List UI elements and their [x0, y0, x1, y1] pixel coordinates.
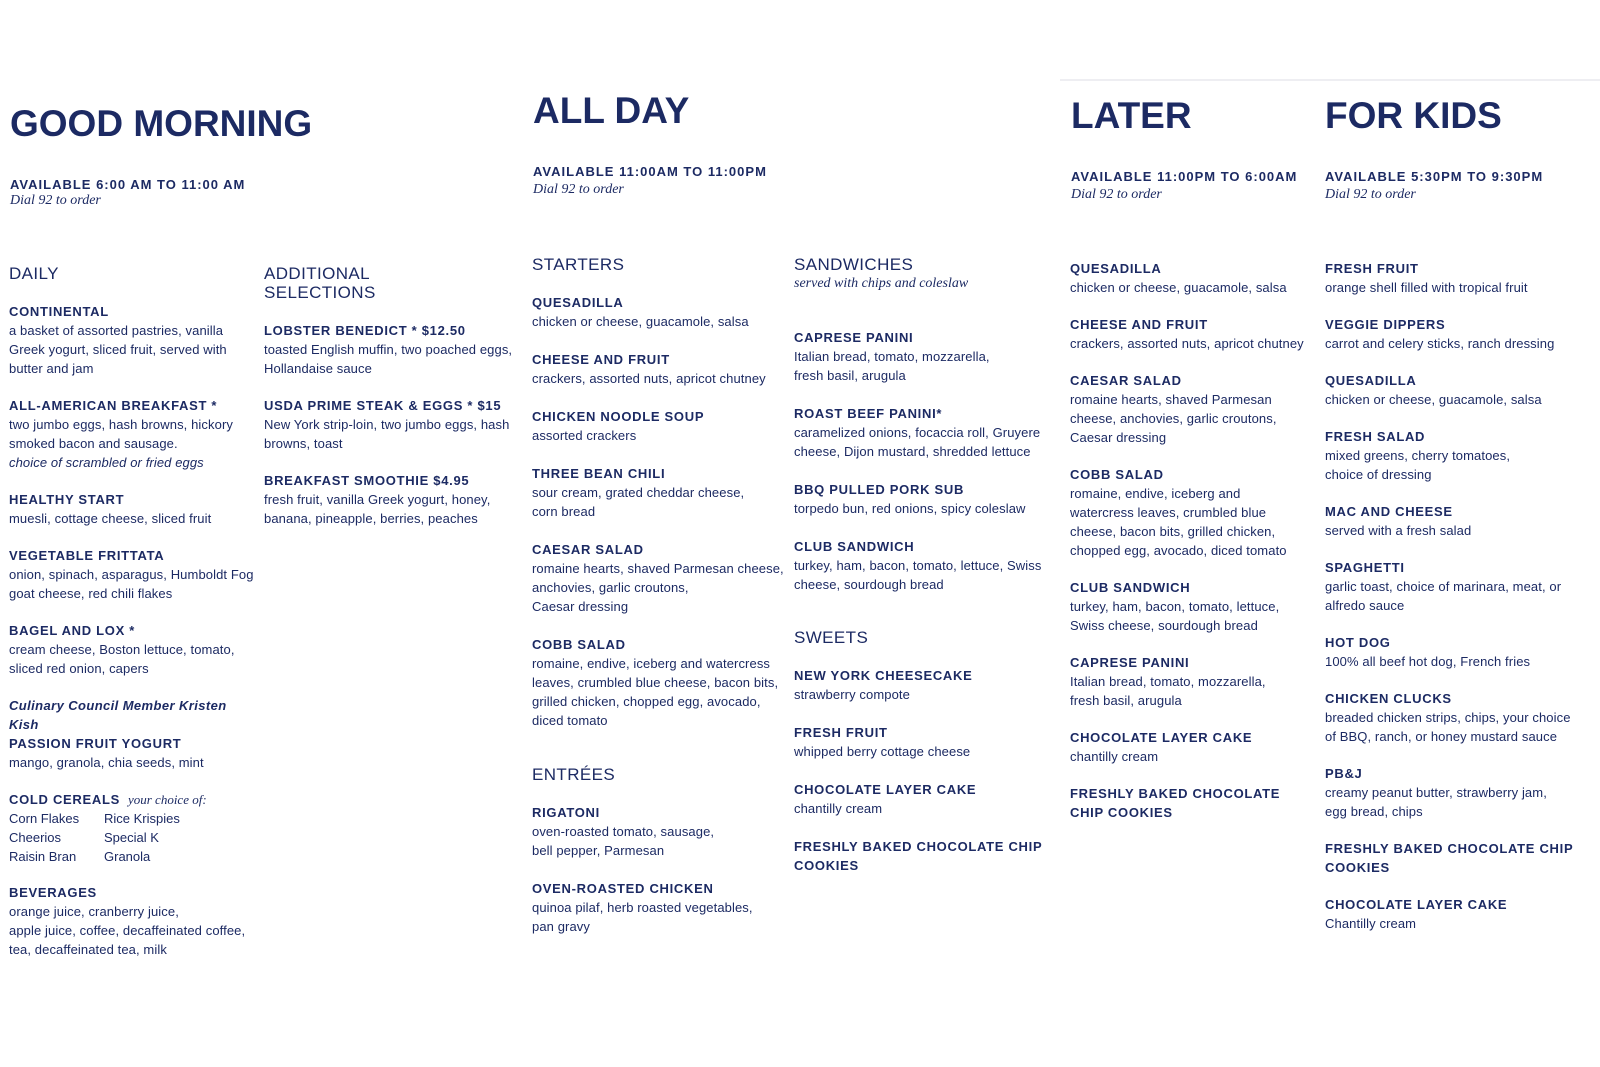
additional-heading: SELECTIONS [264, 283, 376, 302]
starters-heading: STARTERS [532, 255, 625, 274]
item-name: CAPRESE PANINI [1070, 655, 1190, 670]
item-name: FRESHLY BAKED CHOCOLATE CHIP [794, 839, 1043, 854]
item-name: FRESH FRUIT [1325, 261, 1419, 276]
item-name: CLUB SANDWICH [794, 539, 915, 554]
item-desc: two jumbo eggs, hash browns, hickory [9, 417, 233, 432]
item-desc: carrot and celery sticks, ranch dressing [1325, 336, 1555, 351]
later-title: LATER [1071, 95, 1192, 136]
for-kids-column [1325, 259, 1585, 933]
sandwiches-subtitle: served with chips and coleslaw [794, 276, 969, 291]
menu-item [794, 537, 1056, 594]
menu-item [1070, 653, 1320, 710]
item-name: THREE BEAN CHILI [532, 466, 666, 481]
for-kids-availability: AVAILABLE 5:30PM TO 9:30PM [1325, 169, 1544, 184]
item-name: SPAGHETTI [1325, 560, 1405, 575]
item-desc: romaine, endive, iceberg and [1070, 486, 1241, 501]
item-desc: Chantilly cream [1325, 916, 1417, 931]
menu-item [1325, 895, 1585, 933]
item-desc: browns, toast [264, 436, 343, 451]
menu-item [1325, 764, 1585, 821]
item-desc: served with a fresh salad [1325, 523, 1472, 538]
item-desc: fresh basil, arugula [794, 368, 906, 383]
item-desc: turkey, ham, bacon, tomato, lettuce, Swiss [794, 558, 1042, 573]
item-desc: smoked bacon and sausage. [9, 436, 178, 451]
item-name: CHOCOLATE LAYER CAKE [1070, 730, 1253, 745]
item-name: PASSION FRUIT YOGURT [9, 736, 182, 751]
menu-item [9, 696, 254, 772]
item-desc: cheese, Dijon mustard, shredded lettuce [794, 444, 1031, 459]
item-desc: mixed greens, cherry tomatoes, [1325, 448, 1511, 463]
menu-item [1070, 465, 1320, 560]
item-name: CHEESE AND FRUIT [532, 352, 670, 367]
menu-item [1325, 558, 1585, 615]
item-name: ALL-AMERICAN BREAKFAST * [9, 398, 218, 413]
item-desc: orange juice, cranberry juice, [9, 904, 179, 919]
item-desc: caramelized onions, focaccia roll, Gruyere [794, 425, 1041, 440]
item-name: HEALTHY START [9, 492, 125, 507]
item-name: BAGEL AND LOX * [9, 623, 136, 638]
item-name: FRESHLY BAKED CHOCOLATE CHIP [1325, 841, 1574, 856]
item-desc: chantilly cream [794, 801, 883, 816]
sandwiches-heading: SANDWICHES [794, 255, 914, 274]
good-morning-availability: AVAILABLE 6:00 AM TO 11:00 AM [10, 177, 246, 192]
daily-column [9, 264, 254, 959]
item-desc: cream cheese, Boston lettuce, tomato, [9, 642, 235, 657]
item-choice: choice of scrambled or fried eggs [9, 455, 204, 470]
item-desc: Italian bread, tomato, mozzarella, [1070, 674, 1266, 689]
item-name: CHIP COOKIES [1070, 805, 1173, 820]
item-name: QUESADILLA [532, 295, 624, 310]
cereal-subtitle: your choice of: [127, 792, 207, 807]
later-dial: Dial 92 to order [1071, 187, 1162, 202]
item-name: CHICKEN NOODLE SOUP [532, 409, 705, 424]
menu-item [1325, 633, 1585, 671]
item-name: HOT DOG [1325, 635, 1391, 650]
item-name: COOKIES [794, 858, 859, 873]
item-desc: Greek yogurt, sliced fruit, served with [9, 342, 227, 357]
item-desc: Italian bread, tomato, mozzarella, [794, 349, 990, 364]
item-desc: tea, decaffeinated tea, milk [9, 942, 167, 957]
item-name: LOBSTER BENEDICT * $12.50 [264, 323, 466, 338]
item-desc: toasted English muffin, two poached eggs, [264, 342, 513, 357]
menu-item [794, 404, 1056, 461]
item-name: MAC AND CHEESE [1325, 504, 1453, 519]
menu-item [9, 546, 254, 603]
item-desc: turkey, ham, bacon, tomato, lettuce, [1070, 599, 1280, 614]
item-name: COOKIES [1325, 860, 1390, 875]
cereal-heading [9, 790, 254, 809]
menu-item [794, 780, 1056, 818]
menu-item [1070, 728, 1320, 766]
item-desc: Caesar dressing [1070, 430, 1167, 445]
item-name: CAESAR SALAD [532, 542, 644, 557]
item-name: CAPRESE PANINI [794, 330, 914, 345]
item-name: VEGGIE DIPPERS [1325, 317, 1446, 332]
item-desc: chantilly cream [1070, 749, 1159, 764]
item-desc: of BBQ, ranch, or honey mustard sauce [1325, 729, 1558, 744]
item-desc: crackers, assorted nuts, apricot chutney [1070, 336, 1304, 351]
menu-item [532, 464, 787, 521]
menu-item [794, 666, 1056, 704]
item-desc: fresh basil, arugula [1070, 693, 1182, 708]
item-desc: apple juice, coffee, decaffeinated coffee, [9, 923, 246, 938]
item-desc: creamy peanut butter, strawberry jam, [1325, 785, 1547, 800]
item-desc: banana, pineapple, berries, peaches [264, 511, 478, 526]
item-desc: anchovies, garlic croutons, [532, 580, 689, 595]
item-desc: pan gravy [532, 919, 590, 934]
cereal-option: Cheerios [9, 830, 62, 845]
menu-item [9, 621, 254, 678]
item-desc: torpedo bun, red onions, spicy coleslaw [794, 501, 1026, 516]
item-name: CLUB SANDWICH [1070, 580, 1191, 595]
cereal-option: Corn Flakes [9, 811, 80, 826]
item-name: RIGATONI [532, 805, 600, 820]
item-desc: breaded chicken strips, chips, your choice [1325, 710, 1571, 725]
item-desc: romaine, endive, iceberg and watercress [532, 656, 771, 671]
menu-item [1325, 839, 1585, 877]
all-day-title: ALL DAY [533, 90, 690, 131]
daily-heading: DAILY [9, 264, 59, 283]
item-desc: diced tomato [532, 713, 608, 728]
item-name: BREAKFAST SMOOTHIE $4.95 [264, 473, 470, 488]
item-name: QUESADILLA [1070, 261, 1162, 276]
item-desc: orange shell filled with tropical fruit [1325, 280, 1528, 295]
item-desc: fresh fruit, vanilla Greek yogurt, honey, [264, 492, 491, 507]
item-name: BBQ PULLED PORK SUB [794, 482, 965, 497]
menu-item [9, 883, 254, 959]
item-desc: leaves, crumbled blue cheese, bacon bits, [532, 675, 779, 690]
item-desc: muesli, cottage cheese, sliced fruit [9, 511, 212, 526]
good-morning-title: GOOD MORNING [10, 103, 313, 144]
menu-item [1070, 784, 1320, 822]
item-name: FRESHLY BAKED CHOCOLATE [1070, 786, 1281, 801]
item-desc: oven-roasted tomato, sausage, [532, 824, 715, 839]
menu-item [9, 490, 254, 528]
menu-item [1325, 427, 1585, 484]
item-name: CONTINENTAL [9, 304, 109, 319]
item-name: VEGETABLE FRITTATA [9, 548, 165, 563]
item-desc: cheese, sourdough bread [794, 577, 944, 592]
item-desc: crackers, assorted nuts, apricot chutney [532, 371, 766, 386]
cereal-option: Granola [104, 849, 151, 864]
menu-item [264, 396, 514, 453]
menu-item [9, 396, 254, 472]
sweets-heading: SWEETS [794, 628, 869, 647]
item-name: FRESH FRUIT [794, 725, 888, 740]
item-name: NEW YORK CHEESECAKE [794, 668, 973, 683]
menu-item [1325, 259, 1585, 297]
item-desc: romaine hearts, shaved Parmesan [1070, 392, 1272, 407]
menu-item [794, 723, 1056, 761]
entrees-heading: ENTRÉES [532, 765, 616, 784]
menu-item [532, 803, 787, 860]
item-desc: sliced red onion, capers [9, 661, 149, 676]
menu-item [794, 328, 1056, 385]
item-name: CHOCOLATE LAYER CAKE [794, 782, 977, 797]
item-name: CHOCOLATE LAYER CAKE [1325, 897, 1508, 912]
item-desc: chicken or cheese, guacamole, salsa [532, 314, 749, 329]
item-desc: romaine hearts, shaved Parmesan cheese, [532, 561, 784, 576]
additional-heading: ADDITIONAL [264, 264, 371, 283]
menu-item [532, 350, 787, 388]
item-desc: chopped egg, avocado, diced tomato [1070, 543, 1287, 558]
menu-item [1325, 689, 1585, 746]
additional-column [264, 264, 514, 528]
starters-column [532, 255, 787, 936]
item-desc: chicken or cheese, guacamole, salsa [1325, 392, 1542, 407]
menu-item [1325, 502, 1585, 540]
item-name: CHEESE AND FRUIT [1070, 317, 1208, 332]
item-desc: onion, spinach, asparagus, Humboldt Fog [9, 567, 254, 582]
item-name: COBB SALAD [532, 637, 626, 652]
all-day-dial: Dial 92 to order [533, 182, 624, 197]
item-desc: Caesar dressing [532, 599, 629, 614]
menu-item [1070, 578, 1320, 635]
menu-item [9, 790, 254, 866]
menu-item [532, 635, 787, 730]
all-day-availability: AVAILABLE 11:00AM TO 11:00PM [533, 164, 767, 179]
item-desc: chicken or cheese, guacamole, salsa [1070, 280, 1287, 295]
item-desc: New York strip-loin, two jumbo eggs, hash [264, 417, 510, 432]
cereal-option: Special K [104, 830, 159, 845]
item-name: OVEN-ROASTED CHICKEN [532, 881, 714, 896]
menu-item [1325, 371, 1585, 409]
item-desc: quinoa pilaf, herb roasted vegetables, [532, 900, 753, 915]
menu-item [532, 293, 787, 331]
item-desc: whipped berry cottage cheese [794, 744, 971, 759]
item-desc: alfredo sauce [1325, 598, 1405, 613]
for-kids-title: FOR KIDS [1325, 95, 1502, 136]
item-name: CHICKEN CLUCKS [1325, 691, 1452, 706]
item-desc: 100% all beef hot dog, French fries [1325, 654, 1531, 669]
item-desc: assorted crackers [532, 428, 637, 443]
item-name: QUESADILLA [1325, 373, 1417, 388]
item-name: COLD CEREALS [9, 792, 120, 807]
menu-item [9, 302, 254, 378]
cereal-list [9, 809, 254, 866]
cereal-option: Raisin Bran [9, 849, 77, 864]
later-availability: AVAILABLE 11:00PM TO 6:00AM [1071, 169, 1298, 184]
for-kids-dial: Dial 92 to order [1325, 187, 1416, 202]
item-desc: choice of dressing [1325, 467, 1432, 482]
menu-item [1070, 371, 1320, 447]
item-desc: Swiss cheese, sourdough bread [1070, 618, 1258, 633]
item-desc: watercress leaves, crumbled blue [1070, 505, 1267, 520]
item-name: FRESH SALAD [1325, 429, 1426, 444]
item-desc: cheese, bacon bits, grilled chicken, [1070, 524, 1276, 539]
item-name: USDA PRIME STEAK & EGGS * $15 [264, 398, 502, 413]
good-morning-dial: Dial 92 to order [10, 193, 101, 208]
item-name: CAESAR SALAD [1070, 373, 1182, 388]
menu-item [264, 321, 514, 378]
top-divider [1060, 79, 1600, 81]
item-name: BEVERAGES [9, 885, 97, 900]
menu-item [1070, 315, 1320, 353]
menu-item [532, 540, 787, 616]
menu-item [794, 480, 1056, 518]
item-name: PB&J [1325, 766, 1363, 781]
item-desc: garlic toast, choice of marinara, meat, or [1325, 579, 1562, 594]
sandwiches-column [794, 255, 1056, 875]
menu-item [1325, 315, 1585, 353]
item-desc: Hollandaise sauce [264, 361, 372, 376]
item-name: ROAST BEEF PANINI* [794, 406, 943, 421]
menu-item [532, 407, 787, 445]
item-desc: cheese, anchovies, garlic croutons, [1070, 411, 1277, 426]
item-desc: goat cheese, red chili flakes [9, 586, 173, 601]
item-desc: butter and jam [9, 361, 94, 376]
menu-item [1070, 259, 1320, 297]
later-column [1070, 259, 1320, 822]
item-desc: strawberry compote [794, 687, 910, 702]
menu-item [264, 471, 514, 528]
item-desc: egg bread, chips [1325, 804, 1423, 819]
menu-item [532, 879, 787, 936]
item-desc: mango, granola, chia seeds, mint [9, 755, 204, 770]
menu-item [794, 837, 1056, 875]
item-desc: a basket of assorted pastries, vanilla [9, 323, 224, 338]
item-name: COBB SALAD [1070, 467, 1164, 482]
item-desc: bell pepper, Parmesan [532, 843, 665, 858]
item-desc: sour cream, grated cheddar cheese, [532, 485, 745, 500]
item-desc: corn bread [532, 504, 596, 519]
item-desc: grilled chicken, chopped egg, avocado, [532, 694, 761, 709]
chef-credit: Culinary Council Member Kristen Kish [9, 698, 227, 732]
cereal-option: Rice Krispies [104, 811, 180, 826]
